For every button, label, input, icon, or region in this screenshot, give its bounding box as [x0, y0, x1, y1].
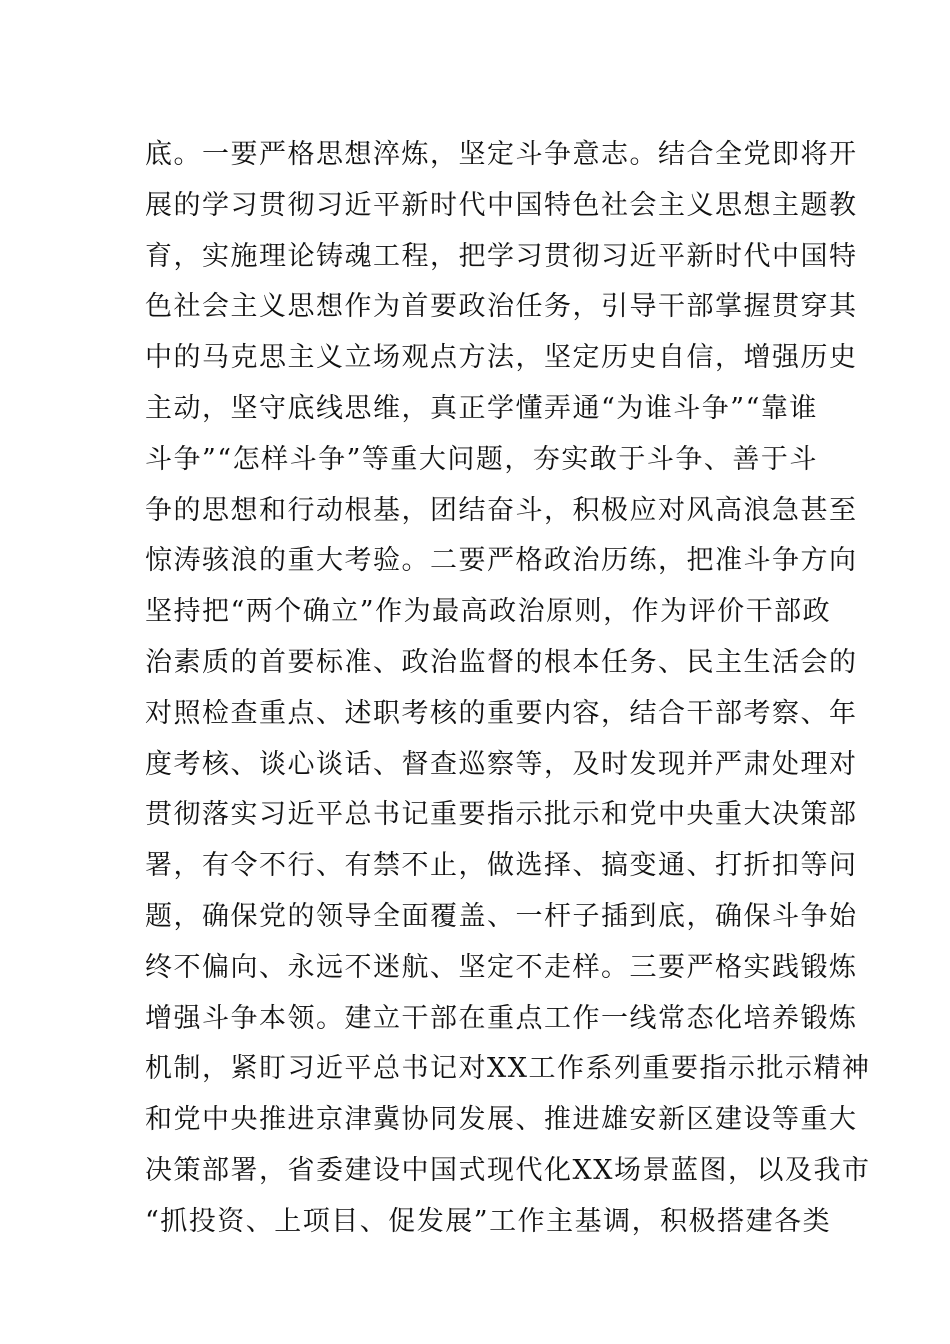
text-line-12: 对照检查重点、述职考核的重要内容，结合干部考察、年 — [145, 697, 858, 729]
text-line-16: 题，确保党的领导全面覆盖、一杆子插到底，确保斗争始 — [145, 900, 858, 932]
body-text — [145, 130, 871, 1248]
text-line-21: 决策部署，省委建设中国式现代化XX场景蓝图，以及我市 — [145, 1154, 871, 1186]
text-line-8: 争的思想和行动根基，团结奋斗，积极应对风高浪急甚至 — [145, 494, 858, 526]
text-line-20: 和党中央推进京津冀协同发展、推进雄安新区建设等重大 — [145, 1104, 858, 1136]
text-line-3: 育，实施理论铸魂工程，把学习贯彻习近平新时代中国特 — [145, 240, 858, 272]
text-line-14: 贯彻落实习近平总书记重要指示批示和党中央重大决策部 — [145, 799, 858, 831]
text-line-13: 度考核、谈心谈话、督查巡察等，及时发现并严肃处理对 — [145, 748, 858, 780]
text-line-22: “抓投资、上项目、促发展”工作主基调，积极搭建各类 — [145, 1205, 832, 1237]
text-line-18: 增强斗争本领。建立干部在重点工作一线常态化培养锻炼 — [145, 1002, 858, 1034]
text-line-5: 中的马克思主义立场观点方法，坚定历史自信，增强历史 — [145, 342, 858, 374]
text-line-2: 展的学习贯彻习近平新时代中国特色社会主义思想主题教 — [145, 189, 858, 221]
text-line-4: 色社会主义思想作为首要政治任务，引导干部掌握贯穿其 — [145, 291, 858, 323]
text-line-17: 终不偏向、永远不迷航、坚定不走样。三要严格实践锻炼 — [145, 951, 858, 983]
text-line-11: 治素质的首要标准、政治监督的根本任务、民主生活会的 — [145, 646, 858, 678]
text-line-7: 斗争”“怎样斗争”等重大问题，夯实敢于斗争、善于斗 — [145, 443, 818, 475]
text-line-19: 机制，紧盯习近平总书记对XX工作系列重要指示批示精神 — [145, 1053, 871, 1085]
text-line-10: 坚持把“两个确立”作为最高政治原则，作为评价干部政 — [145, 596, 832, 628]
text-line-1: 底。一要严格思想淬炼，坚定斗争意志。结合全党即将开 — [145, 139, 858, 170]
text-line-6: 主动，坚守底线思维，真正学懂弄通“为谁斗争”“靠谁 — [145, 392, 818, 424]
text-line-9: 惊涛骇浪的重大考验。二要严格政治历练，把准斗争方向 — [145, 545, 858, 577]
text-line-15: 署，有令不行、有禁不止，做选择、搞变通、打折扣等问 — [145, 850, 858, 882]
